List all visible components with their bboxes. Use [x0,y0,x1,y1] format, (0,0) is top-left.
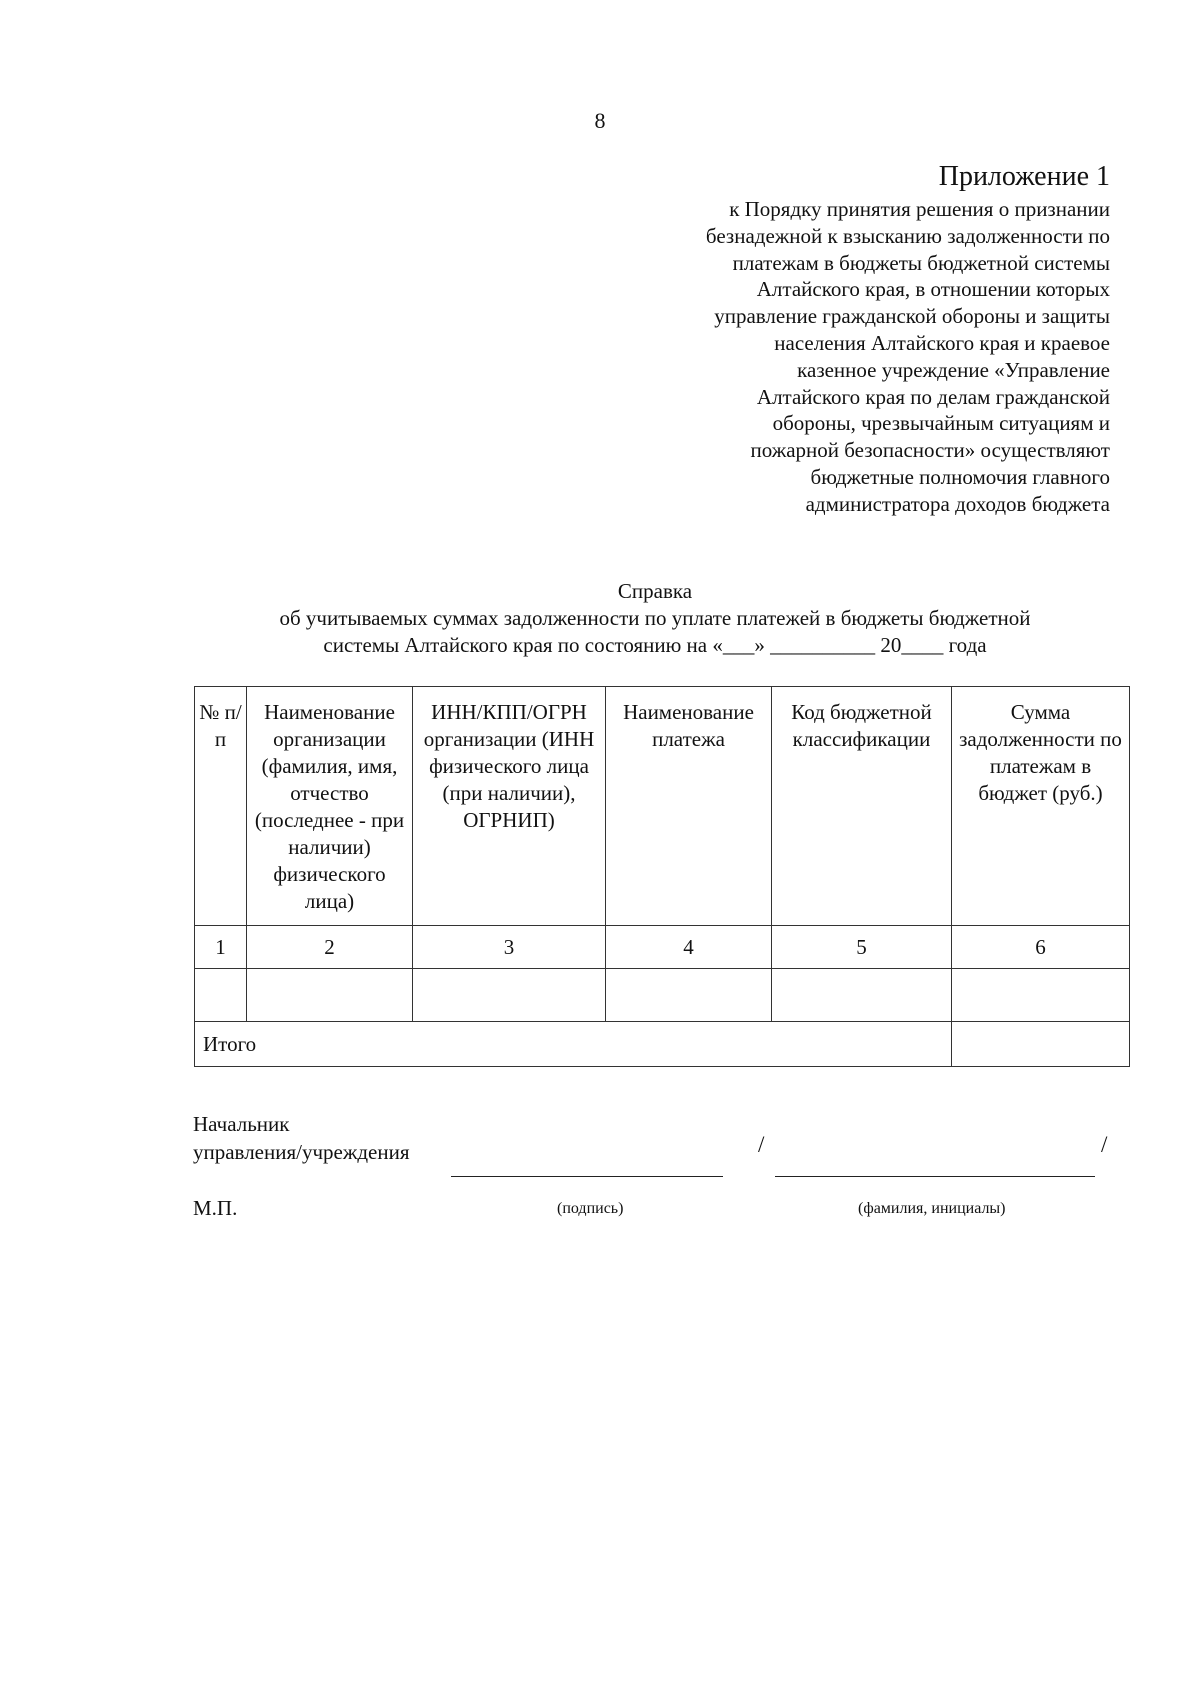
table-cell [195,969,247,1022]
column-header-organization: Наименование организации (фамилия, имя, отчество (последнее - при наличии) физического лица) [247,687,413,926]
document-title: Справка [617,579,693,603]
column-header-number: № п/п [195,687,247,926]
table-cell: 2 [247,926,413,969]
table-cell [952,969,1130,1022]
signature-line [451,1176,723,1177]
appendix-line: к Порядку принятия решения о признании [729,197,1110,221]
table-row-column-numbers [195,926,1130,969]
table-cell [247,969,413,1022]
appendix-line: администратора доходов бюджета [805,491,1110,516]
signature-caption: (подпись) [557,1200,624,1217]
appendix-line: Алтайского края по делам гражданской [756,384,1110,409]
slash-separator: / [758,1132,765,1157]
table-cell [772,969,952,1022]
appendix-line: платежам в бюджеты бюджетной системы [732,250,1110,275]
appendix-line: населения Алтайского края и краевое [774,330,1110,355]
appendix-line: пожарной безопасности» осуществляют [750,438,1110,463]
slash-separator: / [1101,1132,1108,1157]
appendix-block [650,160,1110,518]
appendix-line: управление гражданской обороны и защиты [714,304,1110,329]
column-header-amount: Сумма задолженности по платежам в бюджет (руб.) [952,687,1130,926]
appendix-line: безнадежной к взысканию задолженности по [705,223,1110,248]
seal-label: М.П. [193,1196,238,1220]
document-heading [170,578,1140,659]
column-header-payment: Наименование платежа [606,687,772,926]
page-number: 8 [594,108,606,133]
table-cell [413,969,606,1022]
column-header-kbk: Код бюджетной классификации [772,687,952,926]
position-label [193,1110,410,1166]
table-row-empty [195,969,1130,1022]
table-header-row [195,687,1130,926]
table-cell [606,969,772,1022]
table-cell: 3 [413,926,606,969]
table-cell: 5 [772,926,952,969]
total-label: Итого [195,1022,952,1067]
document-subtitle-line-2: системы Алтайского края по состоянию на «___» __________ 20____ года [323,633,987,657]
table-cell: 1 [195,926,247,969]
position-line-2: управления/учреждения [193,1140,410,1164]
appendix-line: Алтайского края, в отношении которых [756,277,1110,302]
position-line-1: Начальник [193,1112,290,1136]
appendix-line: бюджетные полномочия главного [810,464,1110,489]
table-row-total [195,1022,1130,1067]
table-cell: 6 [952,926,1130,969]
name-line [775,1176,1095,1177]
appendix-title: Приложение 1 [938,161,1110,192]
appendix-line: казенное учреждение «Управление [797,357,1110,382]
column-header-inn: ИНН/КПП/ОГРН организации (ИНН физического лица (при наличии), ОГРНИП) [413,687,606,926]
debt-table [194,686,1130,1067]
total-value-cell [952,1022,1130,1067]
document-subtitle-line-1: об учитываемых суммах задолженности по уплате платежей в бюджеты бюджетной [279,606,1031,630]
name-caption: (фамилия, инициалы) [858,1200,1006,1217]
appendix-line: обороны, чрезвычайным ситуациям и [772,411,1110,436]
signature-block [193,1110,1153,1220]
table-cell: 4 [606,926,772,969]
